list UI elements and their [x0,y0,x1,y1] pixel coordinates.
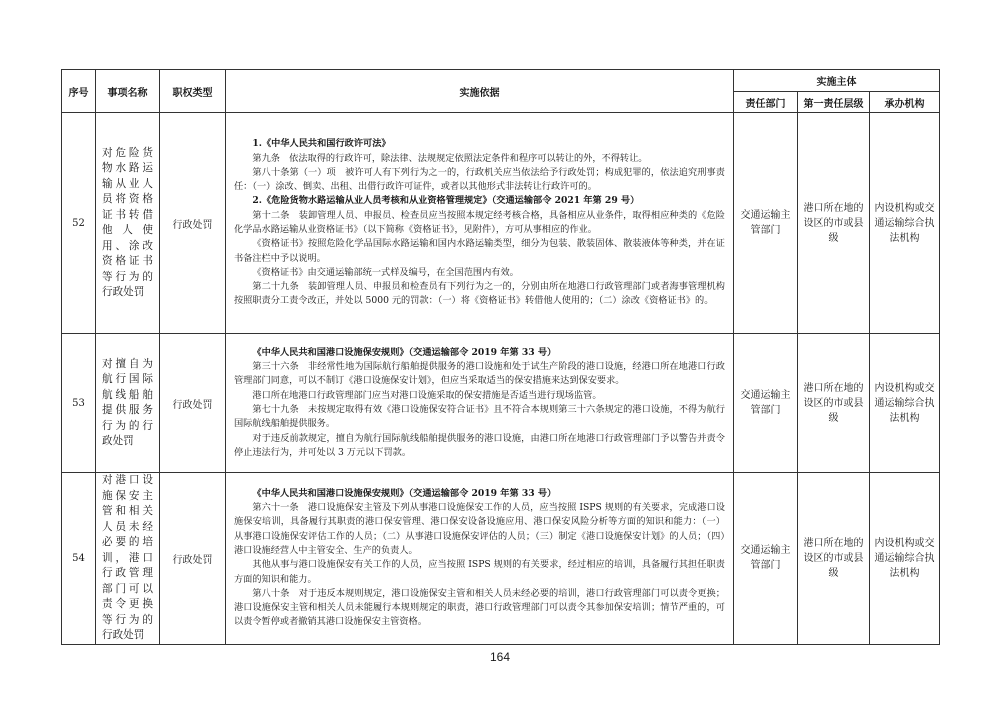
row-responsible-dept: 交通运输主管部门 [734,473,798,645]
row-legal-basis [226,113,734,334]
basis-paragraph: 第三十六条 非经常性地为国际航行船舶提供服务的港口设施和处于试生产阶段的港口设施，经港口所在地港口行政管理部门同意，可以不制订《港口设施保安计划》，但应当采取适当的保安措施来达到保安要求。 [234,361,725,387]
basis-paragraph: 第八十条第（一）项 被许可人有下列行为之一的，行政机关应当依法给予行政处罚；构成犯罪的，依法追究刑事责任：（一）涂改、倒卖、出租、出借行政许可证件，或者以其他形式非法转让行政许可的。 [234,166,725,193]
header-type: 职权类型 [160,70,226,113]
row-legal-basis [226,334,734,473]
row-authority-type: 行政处罚 [160,334,226,473]
basis-paragraph: 《中华人民共和国港口设施保安规则》（交通运输部令 2019 年第 33 号） [252,487,557,499]
row-legal-basis [226,473,734,645]
row-seq: 54 [62,473,96,645]
basis-paragraph: 第六十一条 港口设施保安主管及下列从事港口设施保安工作的人员，应当按照 ISPS 规则的有关要求，完成港口设施保安培训，具备履行其职责的港口保安管理、港口保安设备设施应用、港口保安风险分析等方面的知识和能力：（一）从事港口设施保安评估工作的人员；（二）从事港口设施保安评估的人员；（三）制定《港口设施保安计划》的人员；（四）港口设施经营人中主管安全、生产的负责人。 [234,502,725,556]
basis-paragraph: 第九条 依法取得的行政许可，除法律、法规规定依照法定条件和程序可以转让的外，不得转让。 [252,152,648,164]
basis-paragraph: 第八十条 对于违反本规则规定，港口设施保安主管和相关人员未经必要的培训，港口行政管理部门可以责令更换；港口设施保安主管和相关人员未能履行本规则规定的职责，港口行政管理部门可以责令其参加保安培训；情节严重的，可以责令暂停或者撤销其港口设施保安主管资格。 [234,587,725,628]
row-responsibility-level: 港口所在地的设区的市或县级 [798,334,870,473]
row-responsibility-level: 港口所在地的设区的市或县级 [798,473,870,645]
row-seq: 53 [62,334,96,473]
row-authority-type: 行政处罚 [160,473,226,645]
header-subject-group: 实施主体 [734,70,940,92]
header-dept: 责任部门 [734,92,798,113]
page-number: 164 [489,650,511,664]
row-handling-agency: 内设机构或交通运输综合执法机构 [870,113,940,334]
basis-paragraph: 《资格证书》按照危险化学品国际水路运输和国内水路运输类型，细分为包装、散装固体、散装液体等种类，并在证书备注栏中予以说明。 [234,238,725,264]
basis-paragraph: 《资格证书》由交通运输部统一式样及编号，在全国范围内有效。 [252,266,519,278]
header-seq: 序号 [62,70,96,113]
header-basis: 实施依据 [226,70,734,113]
row-item-name: 对港口设施保安主管和相关人员未经必要的培训，港口行政管理部门可以责令更换等行为的行政处罚 [96,473,160,645]
basis-paragraph: 《中华人民共和国港口设施保安规则》（交通运输部令 2019 年第 33 号） [252,346,557,358]
basis-paragraph: 2.《危险货物水路运输从业人员考核和从业资格管理规定》（交通运输部令 2021 年第 29 号） [252,195,640,207]
row-responsible-dept: 交通运输主管部门 [734,113,798,334]
basis-paragraph: 第七十九条 未按规定取得有效《港口设施保安符合证书》且不符合本规则第三十六条规定的港口设施，不得为航行国际航线船舶提供服务。 [234,404,725,430]
row-responsibility-level: 港口所在地的设区的市或县级 [798,113,870,334]
table-row [62,473,940,645]
row-responsible-dept: 交通运输主管部门 [734,334,798,473]
row-authority-type: 行政处罚 [160,113,226,334]
table-row [62,334,940,473]
basis-paragraph: 第二十九条 装卸管理人员、申报员和检查员有下列行为之一的，分别由所在地港口行政管理部门或者海事管理机构按照职责分工责令改正，并处以 5000 元的罚款：（一）将《资格证书》转借他人使用的；（二）涂改《资格证书》的。 [234,281,725,307]
row-handling-agency: 内设机构或交通运输综合执法机构 [870,473,940,645]
row-item-name: 对擅自为航行国际航线船舶提供服务行为的行政处罚 [96,334,160,473]
table-row [62,113,940,334]
row-seq: 52 [62,113,96,334]
basis-paragraph: 1.《中华人民共和国行政许可法》 [252,138,391,150]
enforcement-table [61,69,940,645]
row-handling-agency: 内设机构或交通运输综合执法机构 [870,334,940,473]
header-level: 第一责任层级 [798,92,870,113]
header-agency: 承办机构 [870,92,940,113]
header-name: 事项名称 [96,70,160,113]
basis-paragraph: 其他从事与港口设施保安有关工作的人员，应当按照 ISPS 规则的有关要求，经过相应的培训，具备履行其担任职责方面的知识和能力。 [234,559,725,585]
basis-paragraph: 第十二条 装卸管理人员、申报员、检查员应当按照本规定经考核合格，具备相应从业条件，取得相应种类的《危险化学品水路运输从业资格证书》（以下简称《资格证书》，见附件），方可从事相应的作业。 [234,209,725,235]
basis-paragraph: 对于违反前款规定，擅自为航行国际航线船舶提供服务的港口设施，由港口所在地港口行政管理部门予以警告并责令停止违法行为，并可处以 3 万元以下罚款。 [234,432,725,458]
row-item-name: 对危险货物水路运输从业人员将资格证书转借他人使用、涂改资格证书等行为的行政处罚 [96,113,160,334]
basis-paragraph: 港口所在地港口行政管理部门应当对港口设施采取的保安措施是否适当进行现场监管。 [252,389,602,401]
